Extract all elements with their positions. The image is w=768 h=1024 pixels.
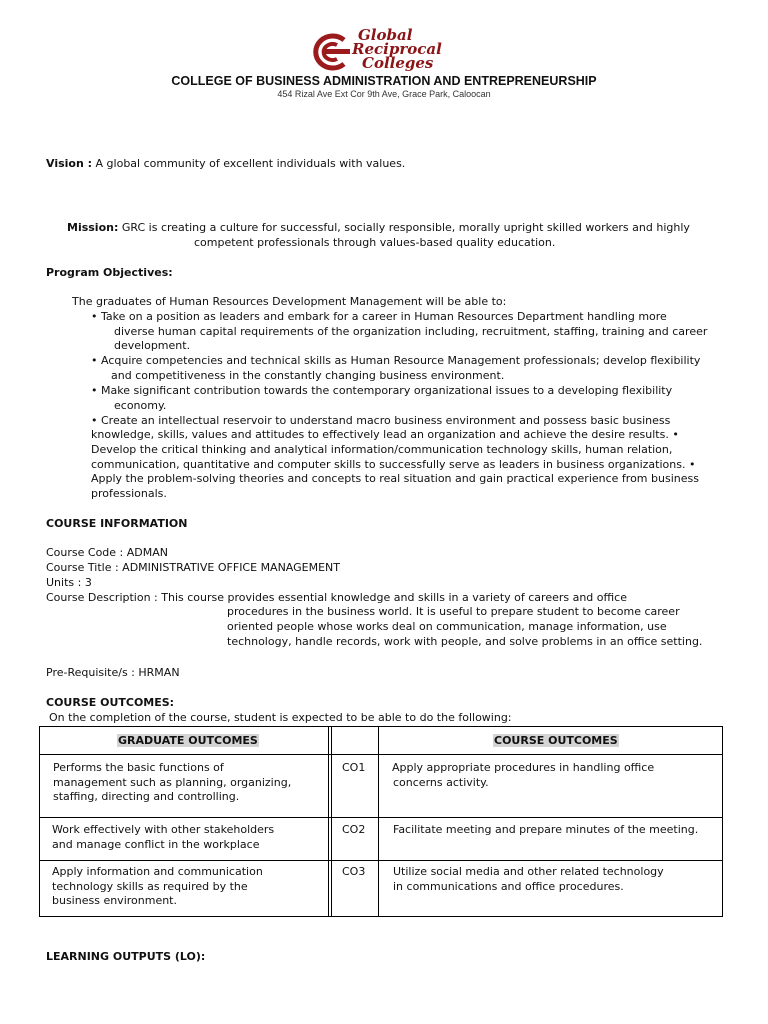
- cell-line: staffing, directing and controlling.: [53, 790, 240, 804]
- table-divider: [40, 860, 722, 861]
- outcome-code: CO1: [342, 761, 366, 774]
- cell-line: business environment.: [52, 894, 177, 908]
- objective-line: diverse human capital requirements of the organization including, recruitment, staffing, training and career: [114, 325, 708, 338]
- graduate-outcome-cell: [52, 865, 263, 909]
- course-description-line: procedures in the business world. It is useful to prepare student to become career: [227, 605, 680, 618]
- objective-line: Apply the problem-solving theories and concepts to real situation and gain practical experience from business: [91, 472, 699, 485]
- cell-line: Performs the basic functions of: [53, 761, 224, 774]
- cell-line: Utilize social media and other related technology: [393, 865, 664, 878]
- course-title: Course Title : ADMINISTRATIVE OFFICE MANAGEMENT: [46, 561, 341, 574]
- vision-text: A global community of excellent individuals with values.: [92, 157, 406, 170]
- outcomes-table: [39, 726, 723, 917]
- prerequisite: Pre-Requisite/s : HRMAN: [46, 666, 180, 679]
- table-divider: [378, 727, 379, 916]
- mission-line-1: [67, 221, 690, 236]
- cell-line: Apply appropriate procedures in handling office: [392, 761, 655, 774]
- course-outcomes-header: COURSE OUTCOMES: [494, 734, 618, 747]
- objective-line: and competitiveness in the constantly changing business environment.: [111, 369, 505, 382]
- course-outcome-cell: [392, 761, 654, 790]
- mission-text-1: GRC is creating a culture for successful, socially responsible, morally upright skilled workers and highly: [118, 221, 690, 234]
- course-outcomes-heading: COURSE OUTCOMES:: [46, 696, 175, 709]
- objective-line: communication, quantitative and computer skills to successfully serve as leaders in business organizations. •: [91, 458, 696, 471]
- college-address: 454 Rizal Ave Ext Cor 9th Ave, Grace Park, Caloocan: [277, 89, 491, 99]
- mission-line-2: competent professionals through values-based quality education.: [194, 236, 556, 249]
- course-description-line: Course Description : This course provides essential knowledge and skills in a variety of careers and office: [46, 591, 627, 604]
- table-divider: [328, 727, 329, 916]
- cell-line: and manage conflict in the workplace: [52, 837, 260, 851]
- logo-text-global: Global: [358, 26, 413, 44]
- grc-emblem-icon: [304, 32, 354, 72]
- program-objectives-heading: Program Objectives:: [46, 266, 173, 279]
- college-name: COLLEGE OF BUSINESS ADMINISTRATION AND ENTREPRENEURSHIP: [171, 74, 597, 88]
- objective-line: • Take on a position as leaders and embark for a career in Human Resources Department handling more: [91, 310, 667, 323]
- table-divider: [331, 727, 332, 916]
- course-information-heading: COURSE INFORMATION: [46, 517, 188, 530]
- cell-line: management such as planning, organizing,: [53, 775, 292, 789]
- objective-line: • Create an intellectual reservoir to understand macro business environment and possess basic business: [91, 414, 671, 427]
- course-description-line: technology, handle records, work with people, and solve problems in an office setting.: [227, 635, 703, 648]
- graduate-outcomes-header: GRADUATE OUTCOMES: [118, 734, 258, 747]
- outcome-code: CO2: [342, 823, 366, 836]
- cell-line: concerns activity.: [393, 775, 489, 789]
- objective-line: knowledge, skills, values and attitudes to effectively lead an organization and achieve the desire results. •: [91, 428, 679, 441]
- course-outcomes-intro: On the completion of the course, student is expected to be able to do the following:: [49, 711, 512, 724]
- objectives-intro: The graduates of Human Resources Development Management will be able to:: [72, 295, 507, 308]
- cell-line: in communications and office procedures.: [393, 879, 624, 893]
- cell-line: Apply information and communication: [52, 865, 263, 878]
- course-units: Units : 3: [46, 576, 92, 589]
- mission-label: Mission:: [67, 221, 119, 234]
- graduate-outcome-cell: [52, 823, 274, 852]
- vision-statement: [46, 157, 405, 172]
- objective-line: professionals.: [91, 487, 167, 500]
- college-logo: [300, 26, 450, 74]
- vision-label: Vision :: [46, 157, 93, 170]
- outcome-code: CO3: [342, 865, 366, 878]
- course-outcome-cell: [393, 865, 664, 894]
- cell-line: Facilitate meeting and prepare minutes of the meeting.: [393, 823, 699, 836]
- logo-text-colleges: Colleges: [362, 54, 434, 72]
- cell-line: technology skills as required by the: [52, 879, 248, 893]
- table-divider: [40, 817, 722, 818]
- cell-line: Work effectively with other stakeholders: [52, 823, 275, 836]
- objective-line: Develop the critical thinking and analytical information/communication technology skills, human relation,: [91, 443, 673, 456]
- objective-line: • Acquire competencies and technical skills as Human Resource Management professionals; develop flexibility: [91, 354, 701, 367]
- objective-line: development.: [114, 339, 191, 352]
- logo-text-reciprocal: Reciprocal: [352, 40, 442, 58]
- table-divider: [40, 754, 722, 755]
- course-code: Course Code : ADMAN: [46, 546, 168, 559]
- objective-line: • Make significant contribution towards the contemporary organizational issues to a developing flexibility: [91, 384, 673, 397]
- course-description-line: oriented people whose works deal on communication, manage information, use: [227, 620, 667, 633]
- objective-line: economy.: [114, 399, 167, 412]
- graduate-outcome-cell: [53, 761, 291, 805]
- learning-outputs-heading: LEARNING OUTPUTS (LO):: [46, 950, 206, 963]
- course-outcome-cell: [393, 823, 698, 838]
